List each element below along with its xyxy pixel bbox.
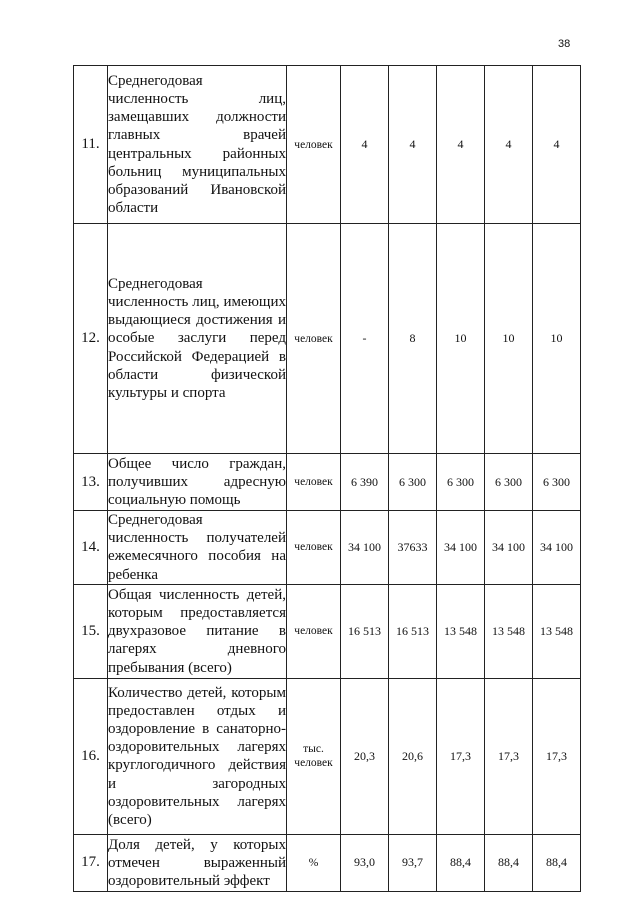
- value-cell: 17,3: [533, 678, 581, 834]
- table-row: [74, 454, 581, 511]
- value-cell: 93,7: [389, 834, 437, 891]
- value-cell: 88,4: [437, 834, 485, 891]
- value-cell: 37633: [389, 511, 437, 585]
- table-row: [74, 511, 581, 585]
- row-number: 16.: [74, 678, 108, 834]
- value-cell: 6 300: [437, 454, 485, 511]
- row-number: 12.: [74, 224, 108, 454]
- value-cell: 4: [341, 66, 389, 224]
- value-cell: 34 100: [485, 511, 533, 585]
- indicator-name: Среднегодовая численность лиц, имеющих выдающиеся достижения и особые заслуги перед Российской Федерацией в области физической культуры и спорта: [108, 224, 287, 454]
- value-cell: 20,3: [341, 678, 389, 834]
- value-cell: 4: [485, 66, 533, 224]
- indicator-name: Общее число граждан, получивших адресную социальную помощь: [108, 454, 287, 511]
- table-row: [74, 224, 581, 454]
- value-cell: 13 548: [533, 584, 581, 678]
- value-cell: 16 513: [389, 584, 437, 678]
- value-cell: 13 548: [437, 584, 485, 678]
- indicator-name: Общая численность детей, которым предоставляется двухразовое питание в лагерях дневного пребывания (всего): [108, 584, 287, 678]
- unit-cell: %: [287, 834, 341, 891]
- value-cell: 16 513: [341, 584, 389, 678]
- page-number: 38: [558, 38, 571, 50]
- value-cell: 20,6: [389, 678, 437, 834]
- value-cell: 4: [533, 66, 581, 224]
- value-cell: 88,4: [485, 834, 533, 891]
- table-row: [74, 66, 581, 224]
- unit-cell: человек: [287, 454, 341, 511]
- value-cell: 6 390: [341, 454, 389, 511]
- unit-cell: человек: [287, 511, 341, 585]
- value-cell: 4: [437, 66, 485, 224]
- table-row: [74, 834, 581, 891]
- unit-cell: тыс. человек: [287, 678, 341, 834]
- unit-cell: человек: [287, 66, 341, 224]
- value-cell: 6 300: [533, 454, 581, 511]
- unit-cell: человек: [287, 584, 341, 678]
- value-cell: 34 100: [533, 511, 581, 585]
- row-number: 11.: [74, 66, 108, 224]
- value-cell: -: [341, 224, 389, 454]
- value-cell: 88,4: [533, 834, 581, 891]
- value-cell: 34 100: [437, 511, 485, 585]
- indicator-name: Среднегодовая численность получателей ежемесячного пособия на ребенка: [108, 512, 286, 583]
- indicator-name: Количество детей, которым предоставлен отдых и оздоровление в санаторно-оздоровительных лагерях круглогодичного действия и загородных оздоровительных лагерях (всего): [108, 678, 287, 834]
- value-cell: 17,3: [485, 678, 533, 834]
- table-row: [74, 678, 581, 834]
- value-cell: 93,0: [341, 834, 389, 891]
- indicators-table: [73, 65, 581, 892]
- value-cell: 4: [389, 66, 437, 224]
- value-cell: 6 300: [389, 454, 437, 511]
- row-number: 13.: [74, 454, 108, 511]
- row-number: 14.: [74, 511, 108, 585]
- value-cell: 13 548: [485, 584, 533, 678]
- indicator-name: Среднегодовая численность лиц, замещавших должности главных врачей центральных районных больниц муниципальных образований Ивановской области: [108, 66, 287, 224]
- value-cell: 10: [437, 224, 485, 454]
- row-number: 17.: [74, 834, 108, 891]
- indicator-name: Доля детей, у которых отмечен выраженный оздоровительный эффект: [108, 834, 287, 891]
- value-cell: 34 100: [341, 511, 389, 585]
- value-cell: 10: [533, 224, 581, 454]
- table-row: [74, 584, 581, 678]
- value-cell: 10: [485, 224, 533, 454]
- value-cell: 17,3: [437, 678, 485, 834]
- value-cell: 6 300: [485, 454, 533, 511]
- value-cell: 8: [389, 224, 437, 454]
- row-number: 15.: [74, 584, 108, 678]
- unit-cell: человек: [287, 224, 341, 454]
